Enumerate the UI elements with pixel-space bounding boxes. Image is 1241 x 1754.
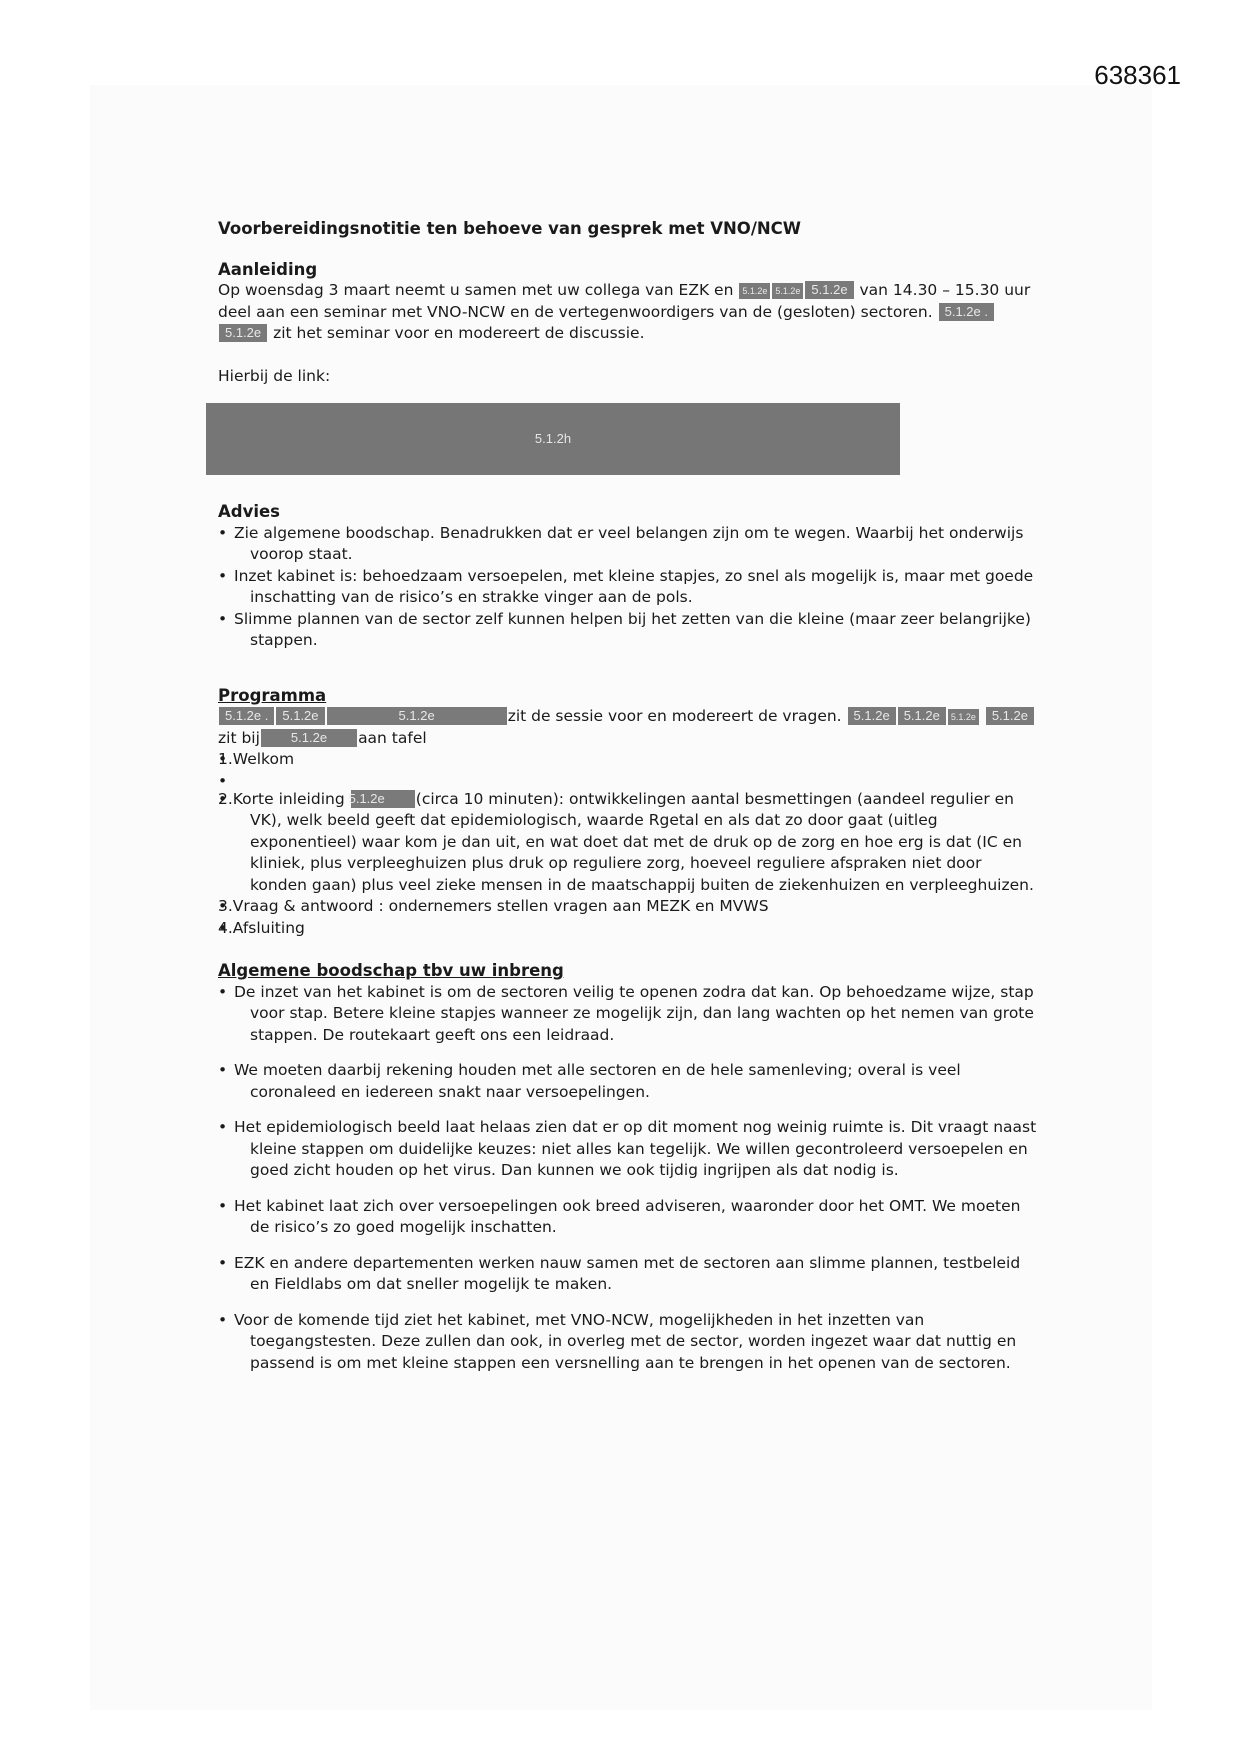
redaction-label: 5.1.2h [534, 431, 572, 447]
list-item: • Het epidemiologisch beeld laat helaas zien dat er op dit moment nog weinig ruimte is. Dit vraagt naast kleine stappen om duidelijke keuzes: niet alles kan tegelijk. We willen gecontroleerd versoepelen en goed zicht houden op het virus. Dan kunnen we ook tijdig ingrijpen als dat nodig is. [218, 1117, 1038, 1182]
programma-text-3: aan tafel [358, 728, 427, 747]
heading-programma: Programma [218, 685, 327, 705]
programma-text-1: zit de sessie voor en modereert de vragen. [507, 707, 842, 725]
list-item: • Zie algemene boodschap. Benadrukken dat er veel belangen zijn om te wegen. Waarbij het onderwijs voorop staat. [218, 523, 1038, 566]
redaction-box: 5.1.2e [276, 707, 324, 725]
step-text: 2.Korte inleiding [218, 789, 345, 808]
programma-text-2: zit bij [218, 728, 260, 747]
aanleiding-text-5: zit het seminar voor en modereert de discussie. [273, 324, 645, 342]
aanleiding-text-1: Op woensdag 3 maart neemt u samen met uw collega van EZK en [218, 281, 734, 299]
list-item: • We moeten daarbij rekening houden met alle sectoren en de hele samenleving; overal is veel coronaleed en iedereen snakt naar versoepelingen. [218, 1060, 1038, 1103]
redaction-box: 5.1.2e [948, 709, 979, 725]
step-text: 4.Afsluiting [218, 918, 305, 937]
redaction-box: 5.1.2e [986, 707, 1034, 725]
advies-list [218, 523, 1038, 652]
programma-steps [218, 749, 1038, 939]
redaction-box: 5.1.2e [739, 283, 770, 299]
list-item: • Slimme plannen van de sector zelf kunnen helpen bij het zetten van die kleine (maar zeer belangrijke) stappen. [218, 609, 1038, 652]
aanleiding-text-4: (gesloten) sectoren. [776, 302, 933, 321]
redaction-box: 5.1.2e [805, 281, 853, 299]
redaction-box: 5.1.2e [898, 707, 946, 725]
list-item [218, 789, 1038, 897]
list-item: • Inzet kabinet is: behoedzaam versoepelen, met kleine stapjes, zo snel als mogelijk is, maar met goede inschatting van de risico’s en strakke vinger aan de pols. [218, 566, 1038, 609]
list-item: • Voor de komende tijd ziet het kabinet, met VNO-NCW, mogelijkheden in het inzetten van toegangstesten. Deze zullen dan ook, in overleg met de sector, worden ingezet waar dat nuttig en passend is om met kleine stappen een versnelling aan te brengen in het openen van de sectoren. [218, 1310, 1038, 1375]
programma-intro [218, 706, 1038, 749]
heading-advies: Advies [218, 502, 281, 521]
step-text: (circa 10 minuten): ontwikkelingen aantal besmettingen (aandeel regulier en VK), welk beeld geeft dat epidemiologisch, waarde Rgetal en als dat zo door gaat (uitleg exponentieel) waar kom je dan uit, en wat doet dat met de druk op de zorg en hoe erg is dat (IC en kliniek, plus verpleeghuizen plus druk op reguliere zorg, hoeveel reguliere afspraken niet door konden gaan) plus veel zieke mensen in de maatschappij buiten de ziekenhuizen en verpleeghuizen. [250, 789, 1034, 894]
link-label: Hierbij de link: [218, 366, 331, 385]
memo-title: Voorbereidingsnotitie ten behoeve van gesprek met VNO/NCW [218, 219, 801, 238]
redaction-box: 5.1.2e [327, 707, 507, 725]
list-item: • Het kabinet laat zich over versoepelingen ook breed adviseren, waaronder door het OMT. We moeten de risico’s zo goed mogelijk inschatten. [218, 1196, 1038, 1239]
heading-aanleiding: Aanleiding [218, 259, 318, 279]
memo-page [218, 218, 1038, 1388]
document-number: 638361 [1094, 60, 1181, 90]
aanleiding-text-2: van 14.30 – [859, 281, 950, 299]
aanleiding-paragraph [218, 280, 1038, 345]
redaction-box: 5.1.2e [772, 283, 803, 299]
redacted-link-box [206, 403, 900, 475]
heading-algemene-boodschap: Algemene boodschap tbv uw inbreng [218, 961, 564, 980]
redaction-box: 5.1.2e [848, 707, 896, 725]
list-item: • EZK en andere departementen werken nauw samen met de sectoren aan slimme plannen, testbeleid en Fieldlabs om dat sneller mogelijk te maken. [218, 1253, 1038, 1296]
redaction-box: 5.1.2e . [219, 707, 274, 725]
boodschap-list [218, 982, 1038, 1375]
step-text: 3.Vraag & antwoord : ondernemers stellen vragen aan MEZK en MVWS [218, 897, 769, 915]
aanleiding-text-3: 15.30 uur deel aan een seminar met VNO-NCW en de vertegenwoordigers van de [218, 281, 1031, 321]
step-text: 1.Welkom [218, 750, 295, 768]
list-item [218, 749, 1038, 771]
list-item [218, 896, 1038, 918]
redaction-box: 5.1.2e . [939, 303, 994, 321]
redaction-box: 5.1.2e [351, 790, 415, 808]
list-item [218, 918, 1038, 940]
list-item: • De inzet van het kabinet is om de sectoren veilig te openen zodra dat kan. Op behoedzame wijze, stap voor stap. Betere kleine stapjes wanneer ze mogelijk zijn, dan lang wachten op het nemen van grote stappen. De routekaart geeft ons een leidraad. [218, 982, 1038, 1047]
redaction-box: 5.1.2e [261, 729, 357, 747]
redaction-box: 5.1.2e [219, 324, 267, 342]
